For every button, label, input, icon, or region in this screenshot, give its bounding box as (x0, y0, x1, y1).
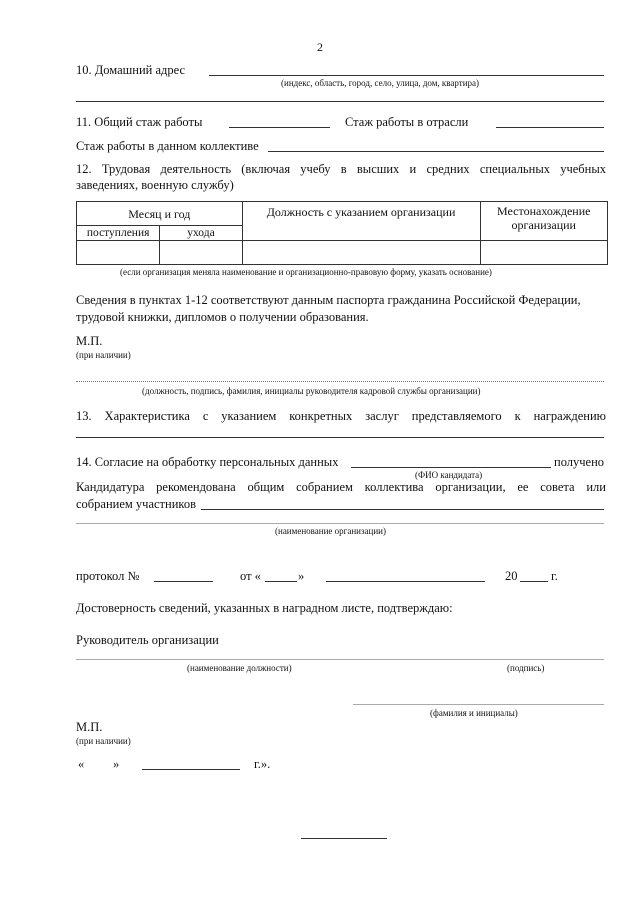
organization-name-line[interactable] (76, 523, 604, 524)
work-history-table (76, 201, 608, 265)
cell-start[interactable] (77, 241, 160, 265)
confirmation-line1: Сведения в пунктах 1-12 соответствуют данным паспорта гражданина Российской Федерации, (76, 293, 581, 307)
stamp-label-1: М.П. (76, 334, 103, 348)
protocol-day-line[interactable] (265, 581, 297, 582)
home-address-label: 10. Домашний адрес (76, 63, 186, 77)
date-day-line[interactable] (88, 769, 110, 770)
cell-location[interactable] (480, 241, 608, 265)
collective-experience-line[interactable] (268, 151, 604, 152)
head-position-line[interactable] (76, 659, 604, 660)
head-signature-caption: (подпись) (507, 663, 545, 673)
consent-caption: (ФИО кандидата) (415, 470, 483, 480)
work-history-note: (если организация меняла наименование и организационно-правовую форму, указать основание) (120, 267, 492, 277)
head-position-caption: (наименование должности) (187, 663, 292, 673)
industry-experience-label: Стаж работы в отрасли (345, 115, 469, 129)
col-location: Местонахождение организации (480, 202, 608, 241)
col-position: Должность с указанием организации (242, 202, 480, 241)
head-label: Руководитель организации (76, 633, 219, 647)
col-start: поступления (77, 226, 160, 241)
date-open-quote: « (78, 757, 85, 771)
date-year-suffix: г.». (254, 757, 271, 771)
head-name-line[interactable] (353, 704, 604, 705)
cell-end[interactable] (160, 241, 242, 265)
col-month-year: Месяц и год (77, 202, 243, 226)
protocol-year-line[interactable] (520, 581, 548, 582)
protocol-quote-close: » (298, 569, 305, 583)
home-address-caption: (индекс, область, город, село, улица, дом, квартира) (281, 78, 480, 88)
hr-signature-line[interactable] (76, 381, 604, 382)
candidacy-line1: Кандидатура рекомендована общим собранием коллектива организации, ее совета или (76, 480, 606, 494)
protocol-month-line[interactable] (326, 581, 485, 582)
confirmation-line2: трудовой книжки, дипломов о получении образования. (76, 310, 369, 324)
characteristic-label: 13. Характеристика с указанием конкретных заслуг представляемого к награждению (76, 409, 606, 423)
collective-experience-label: Стаж работы в данном коллективе (76, 139, 259, 153)
head-name-caption: (фамилия и инициалы) (430, 708, 518, 718)
protocol-year-prefix: 20 (505, 569, 518, 583)
total-experience-line[interactable] (229, 127, 330, 128)
candidacy-line2: собранием участников (76, 497, 196, 511)
footer-separator (301, 838, 387, 839)
hr-signature-caption: (должность, подпись, фамилия, инициалы руководителя кадровой службы организации) (142, 386, 481, 396)
protocol-from-label: от « (240, 569, 261, 583)
stamp-note-1: (при наличии) (76, 350, 131, 360)
protocol-number-line[interactable] (154, 581, 213, 582)
stamp-label-2: М.П. (76, 720, 103, 734)
col-end: ухода (160, 226, 242, 241)
industry-experience-line[interactable] (496, 127, 604, 128)
stamp-note-2: (при наличии) (76, 736, 131, 746)
protocol-year-suffix: г. (551, 569, 558, 583)
home-address-line[interactable] (209, 75, 604, 76)
work-activity-line2: заведениях, военную службу) (76, 178, 234, 192)
cell-position[interactable] (242, 241, 480, 265)
consent-label: 14. Согласие на обработку персональных данных (76, 455, 339, 469)
work-activity-line1: 12. Трудовая деятельность (включая учебу в высших и средних специальных учебных (76, 162, 606, 176)
page-number: 2 (317, 40, 323, 54)
date-month-line[interactable] (142, 769, 240, 770)
total-experience-label: 11. Общий стаж работы (76, 115, 203, 129)
organization-caption: (наименование организации) (275, 526, 386, 536)
consent-name-line[interactable] (351, 467, 551, 468)
characteristic-line[interactable] (76, 437, 604, 438)
protocol-label: протокол № (76, 569, 140, 583)
home-address-line-2[interactable] (76, 101, 604, 102)
verification-text: Достоверность сведений, указанных в наградном листе, подтверждаю: (76, 601, 453, 615)
consent-suffix: получено (554, 455, 605, 469)
candidacy-line[interactable] (201, 509, 604, 510)
date-close-quote: » (113, 757, 120, 771)
